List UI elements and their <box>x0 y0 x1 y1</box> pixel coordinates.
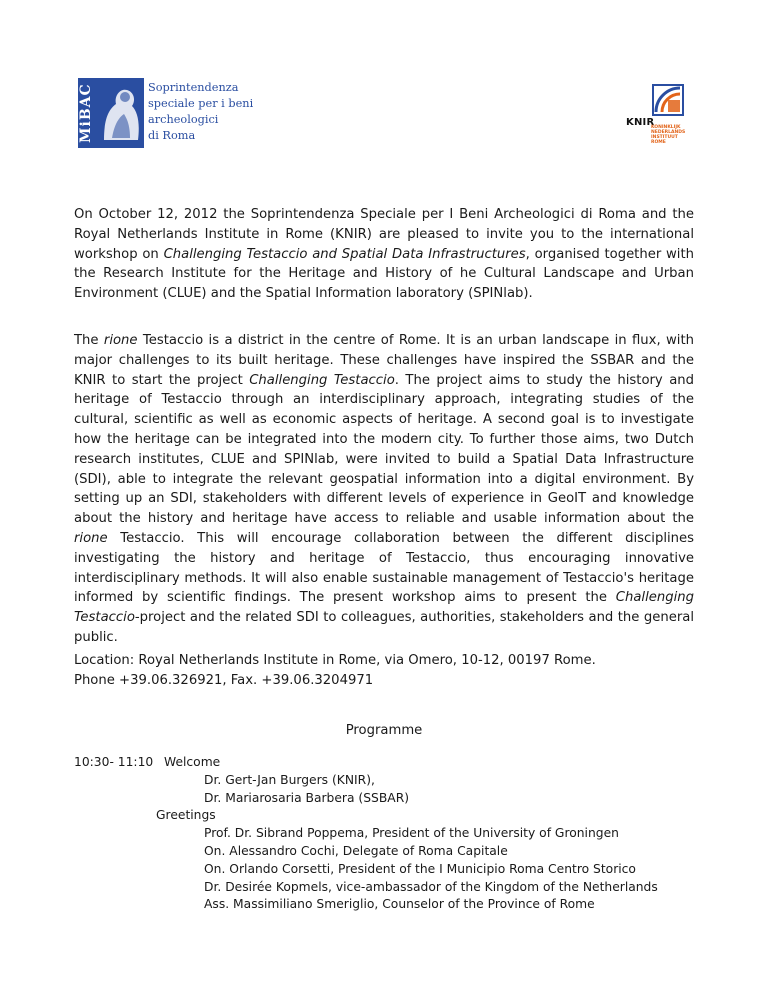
knir-logo-subtitle-line: KONINKLIJK <box>651 125 681 130</box>
description-paragraph: The rione Testaccio is a district in the centre of Rome. It is an urban landscape in flux, with major challenges to its built heritage. These challenges have inspired the SSBAR and the KNIR to start the project Challenging Testaccio. The project aims to study the history and heritage of Testaccio through an interdisciplinary approach, integrating studies of the cultural, scientific as well as economic aspects of heritage. A second goal is to investigate how the heritage can be integrated into the modern city. To further those aims, two Dutch research institutes, CLUE and SPINlab, were invited to build a Spatial Data Infrastructure (SDI), able to integrate the relevant geospatial information into a digital environment. By setting up an SDI, stakeholders with different levels of experience in GeoIT and knowledge about the history and heritage have access to reliable and usable information about the rione Testaccio. This will encourage collaboration between the different disciplines investigating the history and heritage of Testaccio, thus encouraging innovative interdisciplinary methods. It will also enable sustainable management of Testaccio's heritage informed by scientific findings. The present workshop aims to present the Challenging Testaccio-project and the related SDI to colleagues, authorities, stakeholders and the general public. <box>74 333 694 645</box>
workshop-title: Challenging Testaccio and Spatial Data Infrastructures <box>163 246 526 262</box>
knir-logo <box>626 84 696 150</box>
programme-greetings-heading: Greetings <box>156 808 216 823</box>
programme-speaker: On. Alessandro Cochi, Delegate of Roma Capitale <box>204 843 508 858</box>
programme-speaker: Dr. Desirée Kopmels, vice-ambassador of the Kingdom of the Netherlands <box>204 879 658 894</box>
mibac-logo <box>78 78 254 148</box>
mibac-logo-line: archeologici <box>148 113 219 126</box>
mibac-logo-line: speciale per i beni <box>148 97 254 110</box>
knir-logo-name: KNIR <box>626 117 655 128</box>
programme-speaker: Dr. Gert-Jan Burgers (KNIR), <box>204 772 375 787</box>
location-info <box>74 651 596 691</box>
knir-logo-subtitle-line: ROME <box>651 140 666 145</box>
location-phone: Phone +39.06.326921, Fax. +39.06.3204971 <box>74 672 374 688</box>
project-name: Challenging Testaccio <box>74 590 694 626</box>
location-address: Location: Royal Netherlands Institute in Rome, via Omero, 10-12, 00197 Rome. <box>74 653 596 668</box>
mibac-logo-mark <box>78 78 144 148</box>
statue-icon <box>94 80 144 146</box>
programme-welcome-heading: Welcome <box>164 755 221 769</box>
project-name: Challenging Testaccio <box>249 372 395 388</box>
knir-logo-mark-icon <box>652 84 684 116</box>
programme-block <box>156 754 724 914</box>
knir-logo-subtitle-line: INSTITUUT <box>651 135 678 140</box>
programme-speaker: Ass. Massimiliano Smeriglio, Counselor of the Province of Rome <box>204 897 595 912</box>
programme-title: Programme <box>345 723 423 738</box>
knir-logo-subtitle-line: NEDERLANDS <box>651 130 686 135</box>
mibac-logo-line: di Roma <box>148 129 196 142</box>
programme-speaker: Dr. Mariarosaria Barbera (SSBAR) <box>204 790 410 805</box>
mibac-logo-vertical-text: MiBAC <box>78 83 94 143</box>
programme-time: 10:30- 11:10 <box>74 755 154 769</box>
mibac-logo-text <box>148 80 254 144</box>
knir-logo-subtitle <box>651 125 685 145</box>
mibac-logo-line: Soprintendenza <box>148 81 239 94</box>
intro-paragraph: On October 12, 2012 the Soprintendenza Speciale per I Beni Archeologici di Roma and the Royal Netherlands Institute in Rome (KNIR) are pleased to invite you to the international workshop on Challenging Testaccio and Spatial Data Infrastructures, organised together with the Research Institute for the Heritage and History of he Cultural Landscape and Urban Environment (CLUE) and the Spatial Information laboratory (SPINlab). <box>74 207 695 302</box>
programme-speaker: Prof. Dr. Sibrand Poppema, President of the University of Groningen <box>204 826 619 841</box>
programme-speaker: On. Orlando Corsetti, President of the I Municipio Roma Centro Storico <box>204 861 636 876</box>
